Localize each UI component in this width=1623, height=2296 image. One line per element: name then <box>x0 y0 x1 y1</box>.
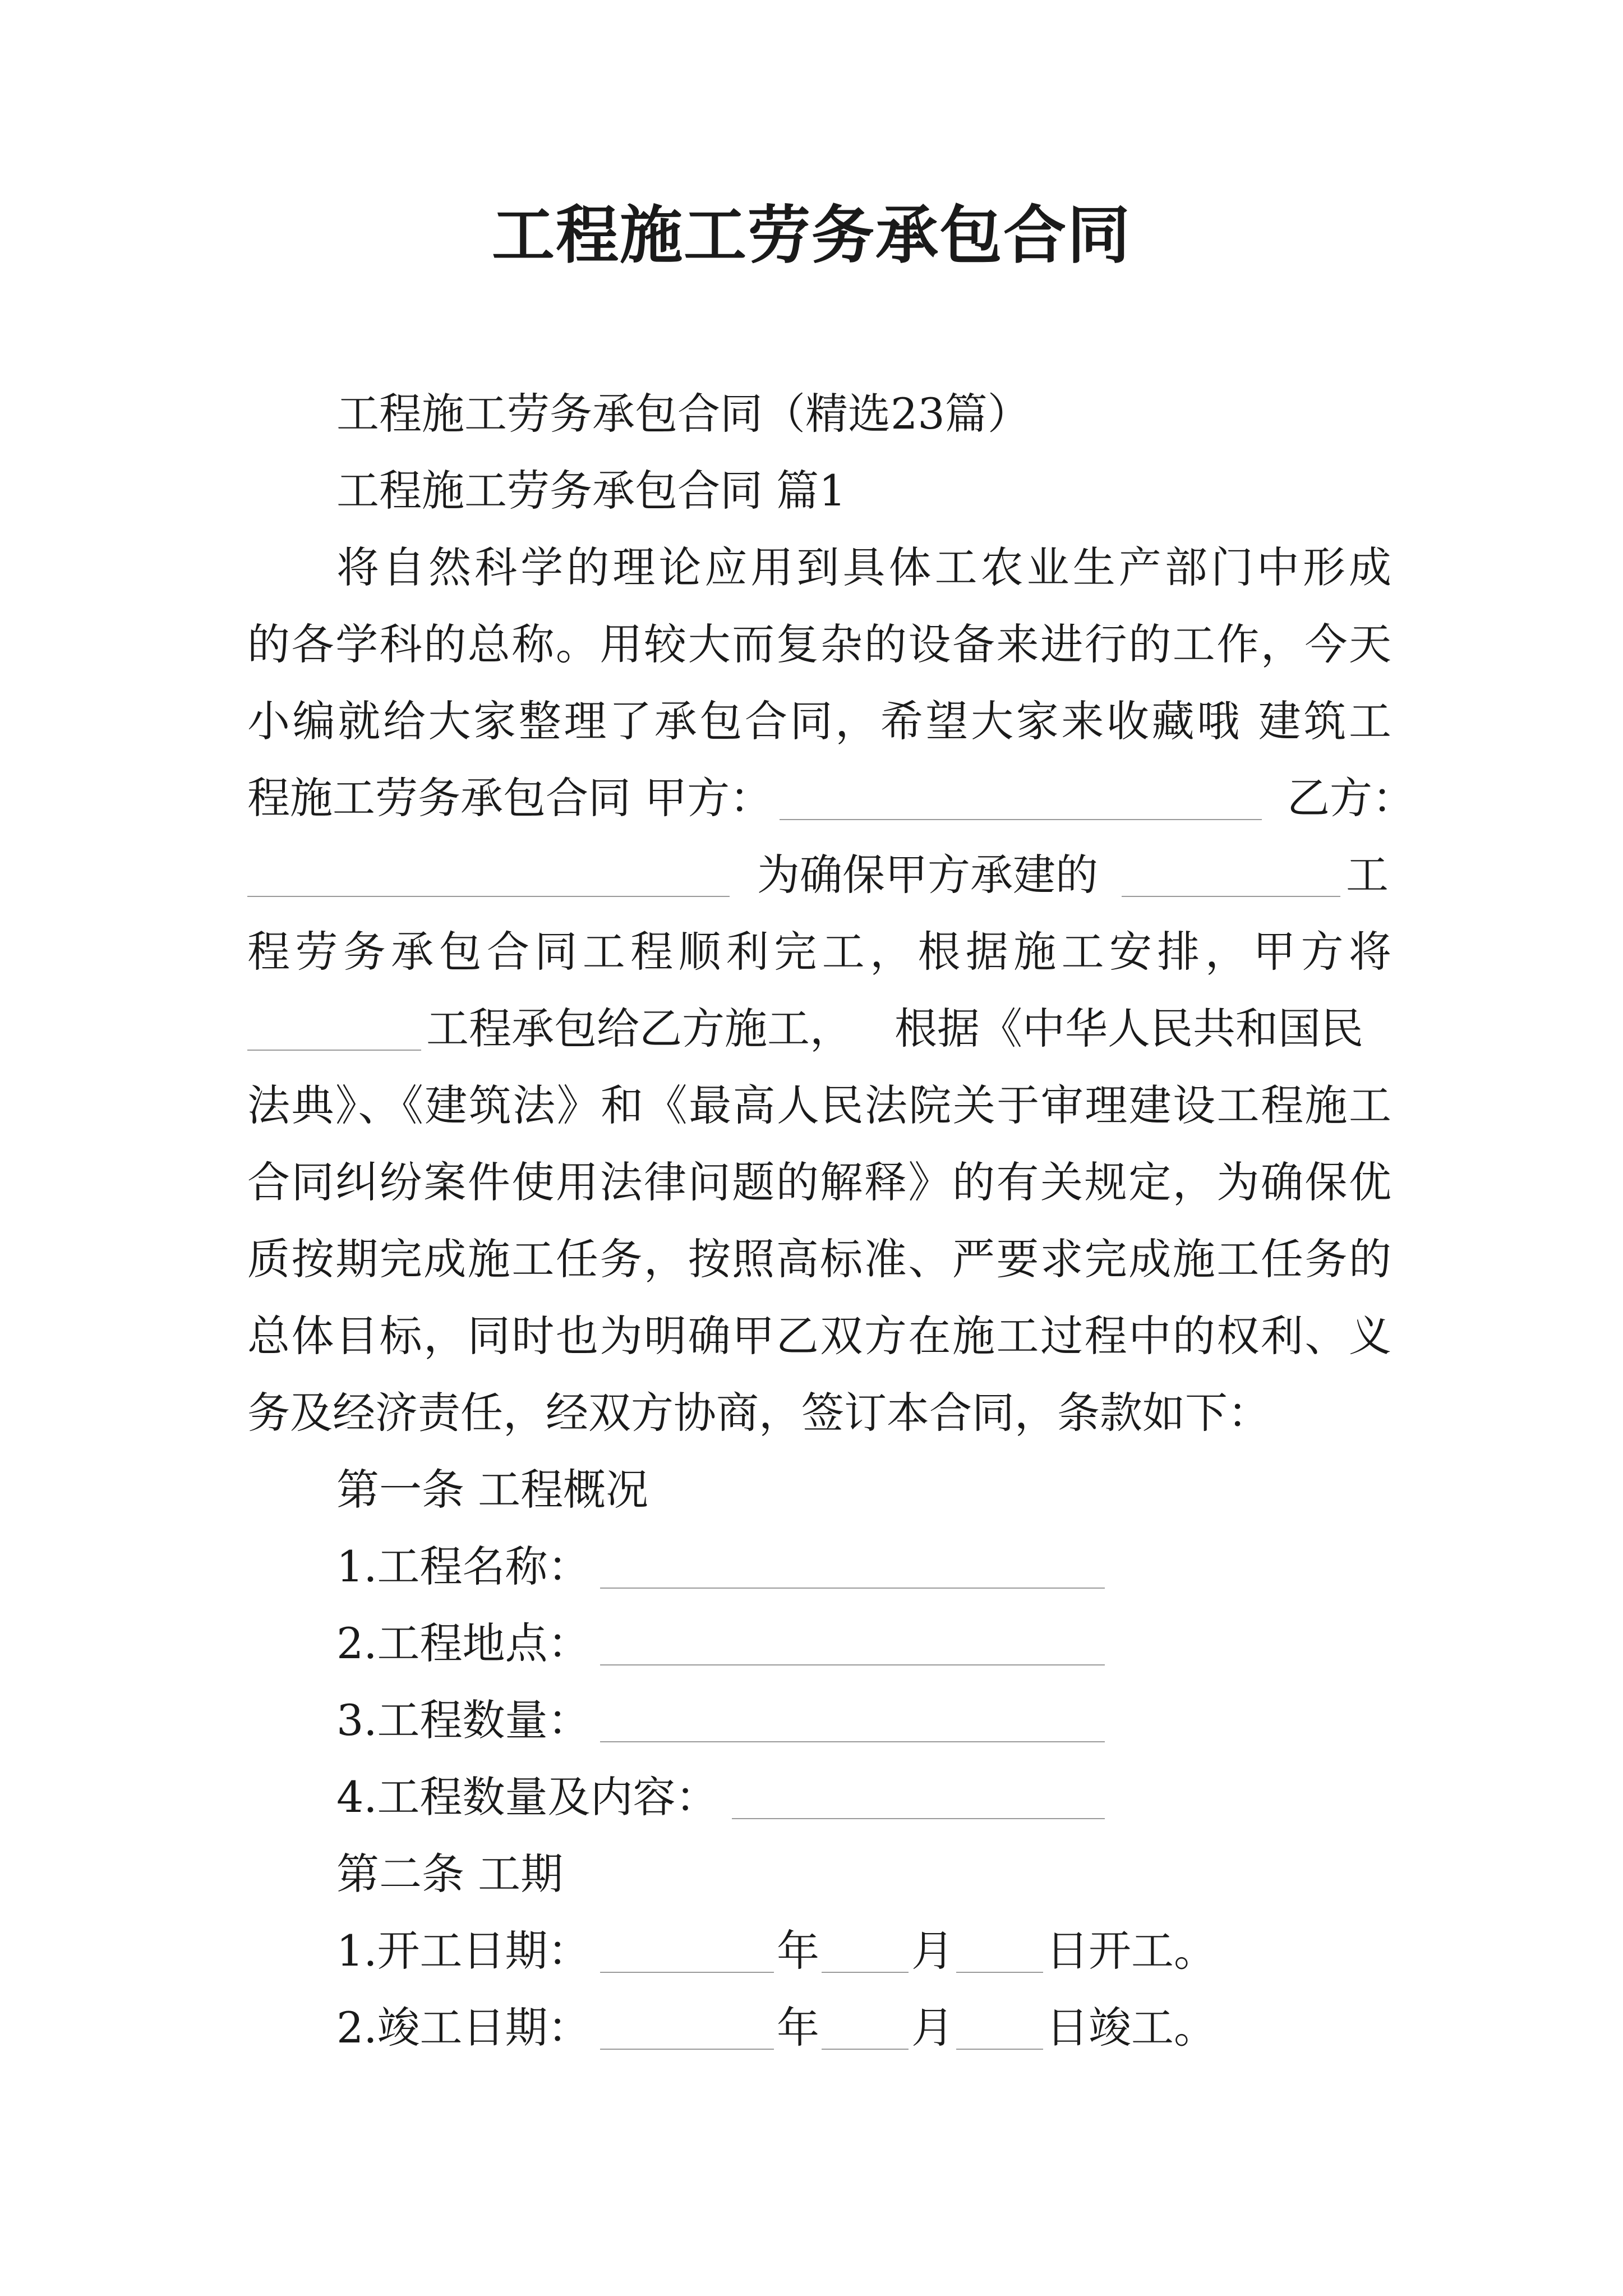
intro-line-5b: 工 <box>1346 850 1389 900</box>
project-location-label: 2.工程地点： <box>336 1618 591 1668</box>
end-date-suffix: 日竣工。 <box>1046 2003 1216 2053</box>
intro-line-1: 将自然科学的理论应用到具体工农业生产部门中形成 <box>336 542 1391 592</box>
start-day-blank <box>956 1931 1043 1973</box>
end-month-blank <box>822 2008 909 2050</box>
project-quantity-label: 3.工程数量： <box>336 1695 591 1745</box>
intro-line-9: 合同纠纷案件使用法律问题的解释》的有关规定，为确保优 <box>247 1157 1391 1207</box>
project-content-label: 4.工程数量及内容： <box>336 1772 718 1822</box>
project-blank <box>1122 855 1340 897</box>
intro-line-8: 法典》、《建筑法》和《最高人民法院关于审理建设工程施工 <box>247 1080 1391 1130</box>
intro-line-7a: 工程承包给乙方施工， <box>426 1004 852 1053</box>
intro-line-7b: 根据《中华人民共和国民 <box>895 1004 1363 1053</box>
start-date-label: 1.开工日期： <box>336 1926 591 1976</box>
intro-line-3: 小编就给大家整理了承包合同，希望大家来收藏哦 建筑工 <box>247 696 1391 746</box>
end-year-unit: 年 <box>777 2003 819 2053</box>
start-month-unit: 月 <box>911 1926 954 1976</box>
document-title: 工程施工劳务承包合同 <box>492 199 1131 272</box>
project-name-blank <box>600 1547 1105 1589</box>
work-blank <box>247 1009 421 1051</box>
start-month-blank <box>822 1931 909 1973</box>
intro-line-5a: 为确保甲方承建的 <box>757 850 1098 900</box>
start-year-unit: 年 <box>777 1926 819 1976</box>
intro-line-4b: 乙方： <box>1287 773 1415 823</box>
project-quantity-blank <box>600 1701 1105 1742</box>
end-day-blank <box>956 2008 1043 2050</box>
intro-line-11: 总体目标，同时也为明确甲乙双方在施工过程中的权利、义 <box>247 1311 1391 1361</box>
article2-heading: 第二条 工期 <box>336 1849 564 1899</box>
intro-line-12: 务及经济责任，经双方协商，签订本合同，条款如下： <box>247 1388 1270 1438</box>
document-subtitle: 工程施工劳务承包合同（精选23篇） <box>336 389 1030 439</box>
start-year-blank <box>600 1931 774 1973</box>
start-date-suffix: 日开工。 <box>1046 1926 1216 1976</box>
end-date-label: 2.竣工日期： <box>336 2003 591 2053</box>
project-name-label: 1.工程名称： <box>336 1542 591 1591</box>
intro-line-6: 程劳务承包合同工程顺利完工，根据施工安排，甲方将 <box>247 927 1391 977</box>
section-heading: 工程施工劳务承包合同 篇1 <box>336 466 846 516</box>
end-year-blank <box>600 2008 774 2050</box>
project-location-blank <box>600 1624 1105 1665</box>
intro-line-10: 质按期完成施工任务，按照高标准、严要求完成施工任务的 <box>247 1234 1391 1284</box>
article1-heading: 第一条 工程概况 <box>336 1465 649 1515</box>
party-b-blank <box>247 855 730 897</box>
end-month-unit: 月 <box>911 2003 954 2053</box>
intro-line-4a: 程施工劳务承包合同 甲方： <box>247 773 773 823</box>
project-content-blank <box>732 1778 1105 1819</box>
intro-line-2: 的各学科的总称。用较大而复杂的设备来进行的工作，今天 <box>247 619 1391 669</box>
party-a-blank <box>780 779 1262 820</box>
